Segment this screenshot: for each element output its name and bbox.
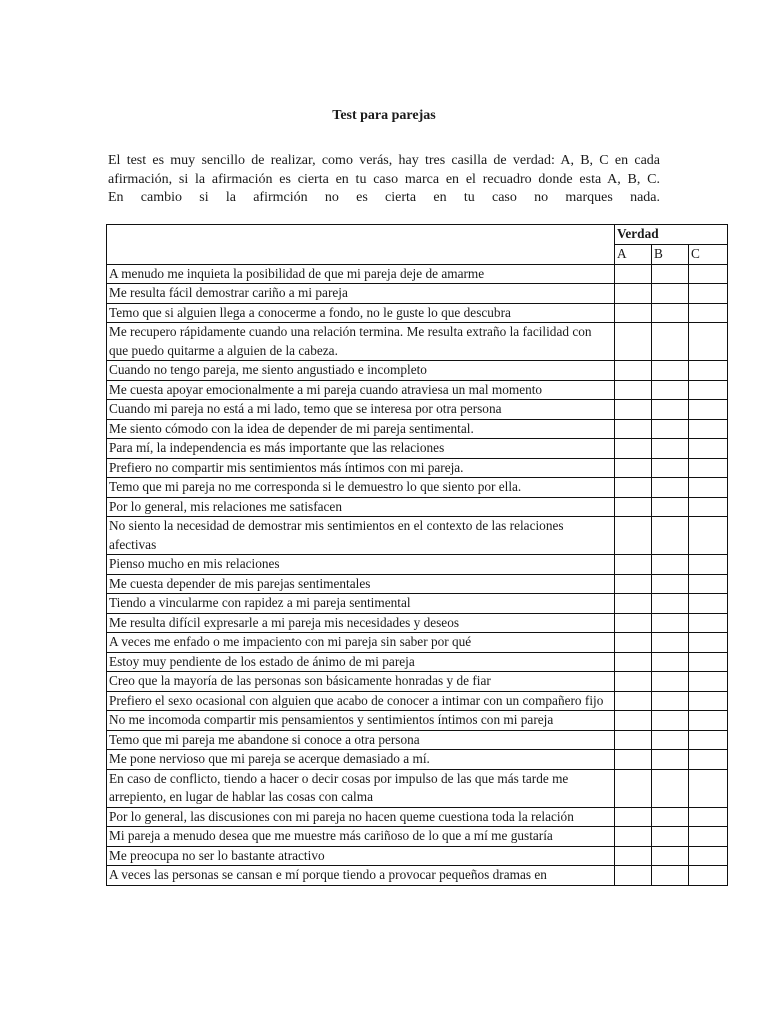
table-row: [107, 574, 728, 594]
checkbox-cell-c[interactable]: [689, 633, 728, 653]
checkbox-cell-b[interactable]: [652, 380, 689, 400]
statement-text: Temo que mi pareja me abandone si conoce a otra persona: [107, 730, 615, 750]
statement-text: Por lo general, mis relaciones me satisfacen: [107, 497, 615, 517]
column-header-a: A: [615, 245, 652, 265]
checkbox-cell-c[interactable]: [689, 730, 728, 750]
checkbox-cell-b[interactable]: [652, 769, 689, 807]
statement-header-cell: [107, 225, 615, 265]
checkbox-cell-c[interactable]: [689, 652, 728, 672]
checkbox-cell-c[interactable]: [689, 807, 728, 827]
statement-text: Temo que si alguien llega a conocerme a fondo, no le guste lo que descubra: [107, 303, 615, 323]
checkbox-cell-a[interactable]: [615, 807, 652, 827]
checkbox-cell-b[interactable]: [652, 497, 689, 517]
checkbox-cell-a[interactable]: [615, 361, 652, 381]
checkbox-cell-b[interactable]: [652, 730, 689, 750]
checkbox-cell-c[interactable]: [689, 574, 728, 594]
table-row: [107, 691, 728, 711]
statement-text: A veces las personas se cansan e mí porque tiendo a provocar pequeños dramas en: [107, 866, 615, 886]
statement-text: Prefiero el sexo ocasional con alguien que acabo de conocer a intimar con un compañero fijo: [107, 691, 615, 711]
table-row: [107, 866, 728, 886]
table-row: [107, 361, 728, 381]
table-row: [107, 439, 728, 459]
checkbox-cell-c[interactable]: [689, 594, 728, 614]
table-row: [107, 807, 728, 827]
statement-text: Me cuesta apoyar emocionalmente a mi pareja cuando atraviesa un mal momento: [107, 380, 615, 400]
checkbox-cell-c[interactable]: [689, 750, 728, 770]
checkbox-cell-a[interactable]: [615, 264, 652, 284]
checkbox-cell-b[interactable]: [652, 807, 689, 827]
checkbox-cell-a[interactable]: [615, 458, 652, 478]
checkbox-cell-a[interactable]: [615, 691, 652, 711]
statement-text: A veces me enfado o me impaciento con mi pareja sin saber por qué: [107, 633, 615, 653]
checkbox-cell-b[interactable]: [652, 691, 689, 711]
checkbox-cell-c[interactable]: [689, 361, 728, 381]
document-title: Test para parejas: [332, 108, 436, 123]
checkbox-cell-a[interactable]: [615, 323, 652, 361]
checkbox-cell-b[interactable]: [652, 439, 689, 459]
statement-text: Temo que mi pareja no me corresponda si le demuestro lo que siento por ella.: [107, 478, 615, 498]
checkbox-cell-b[interactable]: [652, 517, 689, 555]
checkbox-cell-a[interactable]: [615, 517, 652, 555]
checkbox-cell-c[interactable]: [689, 419, 728, 439]
checkbox-cell-b[interactable]: [652, 633, 689, 653]
checkbox-cell-a[interactable]: [615, 750, 652, 770]
checkbox-cell-c[interactable]: [689, 264, 728, 284]
checkbox-cell-a[interactable]: [615, 866, 652, 886]
checkbox-cell-c[interactable]: [689, 769, 728, 807]
statement-text: Pienso mucho en mis relaciones: [107, 555, 615, 575]
checkbox-cell-a[interactable]: [615, 555, 652, 575]
checkbox-cell-a[interactable]: [615, 769, 652, 807]
statement-text: Para mí, la independencia es más importante que las relaciones: [107, 439, 615, 459]
checkbox-cell-b[interactable]: [652, 361, 689, 381]
statement-text: Mi pareja a menudo desea que me muestre más cariñoso de lo que a mí me gustaría: [107, 827, 615, 847]
statement-text: Me pone nervioso que mi pareja se acerque demasiado a mí.: [107, 750, 615, 770]
intro-line: El test es muy sencillo de realizar, como verás, hay tres casilla de verdad: A, B, C en cada: [108, 153, 660, 168]
checkbox-cell-c[interactable]: [689, 458, 728, 478]
checkbox-cell-c[interactable]: [689, 323, 728, 361]
checkbox-cell-a[interactable]: [615, 633, 652, 653]
table-row: [107, 400, 728, 420]
checkbox-cell-a[interactable]: [615, 400, 652, 420]
checkbox-cell-a[interactable]: [615, 594, 652, 614]
checkbox-cell-b[interactable]: [652, 827, 689, 847]
intro-paragraph: [108, 152, 660, 208]
table-row: [107, 827, 728, 847]
checkbox-cell-c[interactable]: [689, 555, 728, 575]
checkbox-cell-a[interactable]: [615, 380, 652, 400]
checkbox-cell-a[interactable]: [615, 303, 652, 323]
checkbox-cell-c[interactable]: [689, 613, 728, 633]
checkbox-cell-c[interactable]: [689, 866, 728, 886]
checkbox-cell-c[interactable]: [689, 672, 728, 692]
table-row: [107, 458, 728, 478]
statement-text: Me preocupa no ser lo bastante atractivo: [107, 846, 615, 866]
test-table: [106, 224, 728, 886]
statement-text: Cuando mi pareja no está a mi lado, temo que se interesa por otra persona: [107, 400, 615, 420]
table-row: [107, 594, 728, 614]
checkbox-cell-b[interactable]: [652, 866, 689, 886]
table-row: [107, 672, 728, 692]
statement-text: Tiendo a vincularme con rapidez a mi pareja sentimental: [107, 594, 615, 614]
checkbox-cell-a[interactable]: [615, 419, 652, 439]
table-row: [107, 613, 728, 633]
checkbox-cell-c[interactable]: [689, 711, 728, 731]
table-row: [107, 555, 728, 575]
checkbox-cell-a[interactable]: [615, 574, 652, 594]
statement-text: Me resulta fácil demostrar cariño a mi pareja: [107, 284, 615, 304]
checkbox-cell-c[interactable]: [689, 380, 728, 400]
checkbox-cell-c[interactable]: [689, 517, 728, 555]
verdad-header: Verdad: [615, 225, 728, 245]
table-row: [107, 419, 728, 439]
checkbox-cell-c[interactable]: [689, 439, 728, 459]
table-row: [107, 303, 728, 323]
checkbox-cell-c[interactable]: [689, 846, 728, 866]
table-row: [107, 517, 728, 555]
table-row: [107, 730, 728, 750]
checkbox-cell-b[interactable]: [652, 555, 689, 575]
statement-text: Me resulta difícil expresarle a mi pareja mis necesidades y deseos: [107, 613, 615, 633]
checkbox-cell-b[interactable]: [652, 574, 689, 594]
statement-text: Me cuesta depender de mis parejas sentimentales: [107, 574, 615, 594]
table-row: [107, 846, 728, 866]
checkbox-cell-a[interactable]: [615, 478, 652, 498]
checkbox-cell-a[interactable]: [615, 439, 652, 459]
statement-text: Prefiero no compartir mis sentimientos más íntimos con mi pareja.: [107, 458, 615, 478]
checkbox-cell-c[interactable]: [689, 827, 728, 847]
checkbox-cell-a[interactable]: [615, 730, 652, 750]
statement-list: [107, 264, 728, 885]
checkbox-cell-a[interactable]: [615, 613, 652, 633]
checkbox-cell-c[interactable]: [689, 303, 728, 323]
table-row: [107, 323, 728, 361]
intro-line: afirmación, si la afirmación es cierta en tu caso marca en el recuadro donde esta A, B, C.: [108, 171, 660, 187]
table-row: [107, 711, 728, 731]
checkbox-cell-a[interactable]: [615, 284, 652, 304]
table-row: [107, 284, 728, 304]
checkbox-cell-c[interactable]: [689, 400, 728, 420]
table-row: [107, 497, 728, 517]
table-row: [107, 478, 728, 498]
checkbox-cell-b[interactable]: [652, 711, 689, 731]
statement-text: Cuando no tengo pareja, me siento angustiado e incompleto: [107, 361, 615, 381]
column-header-c: C: [689, 245, 728, 265]
checkbox-cell-b[interactable]: [652, 400, 689, 420]
statement-text: En caso de conflicto, tiendo a hacer o decir cosas por impulso de las que más tarde me arrepiento, en lugar de hablar las cosas con calma: [107, 769, 615, 807]
checkbox-cell-c[interactable]: [689, 284, 728, 304]
checkbox-cell-b[interactable]: [652, 594, 689, 614]
statement-text: Estoy muy pendiente de los estado de ánimo de mi pareja: [107, 652, 615, 672]
table-row: [107, 769, 728, 807]
table-header-row: [107, 225, 728, 245]
checkbox-cell-c[interactable]: [689, 497, 728, 517]
checkbox-cell-c[interactable]: [689, 691, 728, 711]
statement-text: Me recupero rápidamente cuando una relación termina. Me resulta extraño la facilidad con que puedo quitarme a alguien de la cabeza.: [107, 323, 615, 361]
checkbox-cell-a[interactable]: [615, 497, 652, 517]
checkbox-cell-a[interactable]: [615, 652, 652, 672]
checkbox-cell-b[interactable]: [652, 303, 689, 323]
intro-line: En cambio si la afirmción no es cierta en tu caso no marques nada.: [108, 190, 660, 205]
checkbox-cell-b[interactable]: [652, 750, 689, 770]
checkbox-cell-c[interactable]: [689, 478, 728, 498]
checkbox-cell-a[interactable]: [615, 846, 652, 866]
table-row: [107, 750, 728, 770]
checkbox-cell-b[interactable]: [652, 458, 689, 478]
checkbox-cell-a[interactable]: [615, 672, 652, 692]
checkbox-cell-b[interactable]: [652, 613, 689, 633]
table-row: [107, 380, 728, 400]
checkbox-cell-b[interactable]: [652, 652, 689, 672]
statement-text: Por lo general, las discusiones con mi pareja no hacen queme cuestiona toda la relación: [107, 807, 615, 827]
checkbox-cell-b[interactable]: [652, 323, 689, 361]
table-row: [107, 633, 728, 653]
checkbox-cell-a[interactable]: [615, 827, 652, 847]
checkbox-cell-a[interactable]: [615, 711, 652, 731]
checkbox-cell-b[interactable]: [652, 264, 689, 284]
statement-text: Creo que la mayoría de las personas son básicamente honradas y de fiar: [107, 672, 615, 692]
statement-text: Me siento cómodo con la idea de depender de mi pareja sentimental.: [107, 419, 615, 439]
column-header-b: B: [652, 245, 689, 265]
statement-text: No me incomoda compartir mis pensamientos y sentimientos íntimos con mi pareja: [107, 711, 615, 731]
checkbox-cell-b[interactable]: [652, 284, 689, 304]
table-row: [107, 264, 728, 284]
checkbox-cell-b[interactable]: [652, 419, 689, 439]
statement-text: No siento la necesidad de demostrar mis sentimientos en el contexto de las relaciones afectivas: [107, 517, 615, 555]
checkbox-cell-b[interactable]: [652, 478, 689, 498]
statement-text: A menudo me inquieta la posibilidad de que mi pareja deje de amarme: [107, 264, 615, 284]
checkbox-cell-b[interactable]: [652, 672, 689, 692]
checkbox-cell-b[interactable]: [652, 846, 689, 866]
table-row: [107, 652, 728, 672]
